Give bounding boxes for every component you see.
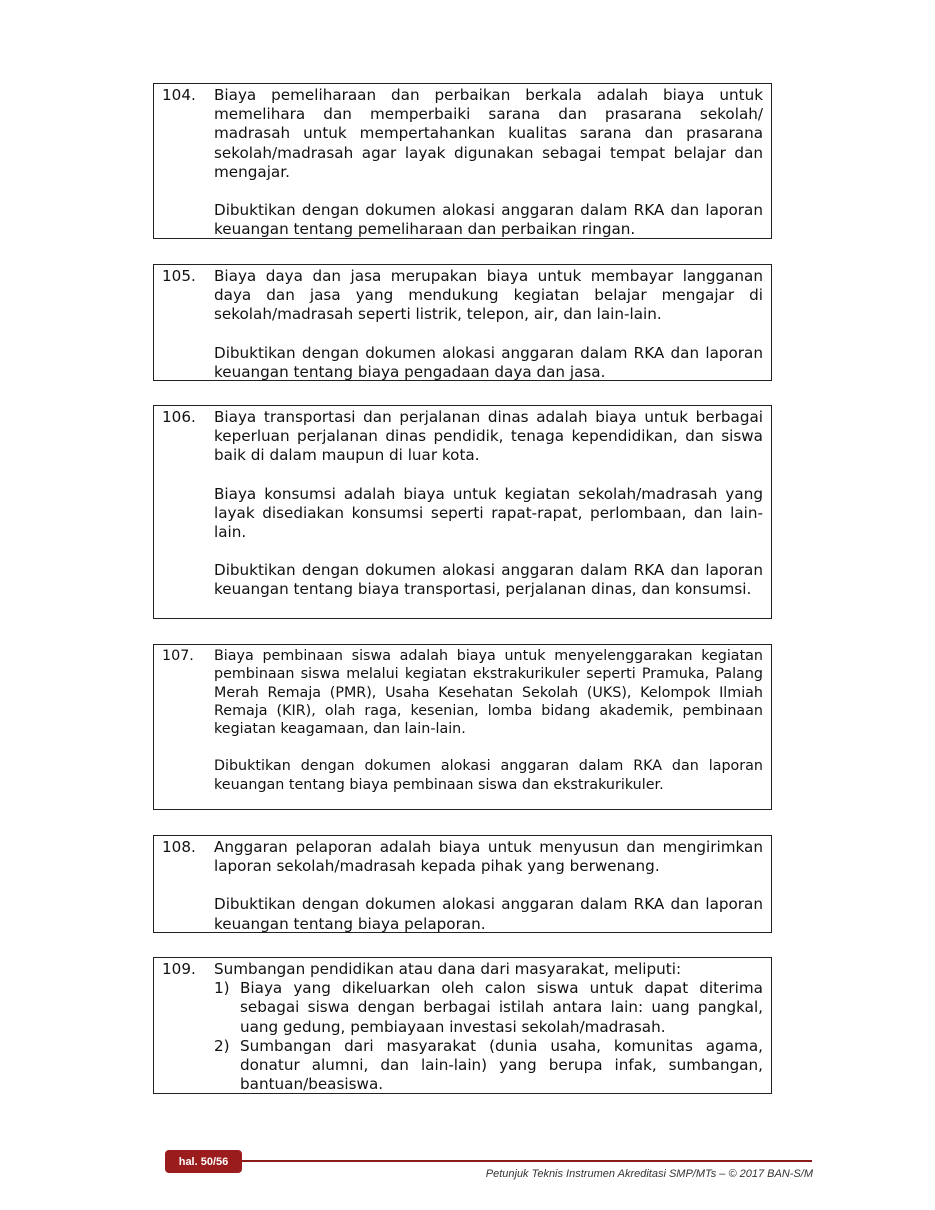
item-number: 105. (162, 267, 196, 285)
item-106-box (153, 405, 772, 619)
item-intro: Sumbangan pendidikan atau dana dari masyarakat, meliputi: (214, 960, 682, 978)
item-content (214, 267, 771, 382)
page-number-badge: hal. 50/56 (165, 1150, 242, 1173)
item-paragraph: Biaya pembinaan siswa adalah biaya untuk menyelenggarakan kegiatan pembinaan siswa melalui kegiatan ekstrakurikuler seperti Pramuka, Palang Merah Remaja (PMR), Usaha Kesehatan Sekolah (UKS), Kelompok Ilmiah Remaja (KIR), olah raga, kesenian, lomba bidang akademik, pembinaan kegiatan keagamaan, dan lain-lain. (214, 648, 763, 738)
item-number: 107. (162, 648, 194, 664)
item-paragraph: Biaya daya dan jasa merupakan biaya untuk membayar langganan daya dan jasa yang mendukung kegiatan belajar mengajar di sekolah/madrasah seperti listrik, telepon, air, dan lain-lain. (214, 267, 763, 324)
item-104-box (153, 83, 772, 239)
footer-document-title: Petunjuk Teknis Instrumen Akreditasi SMP/MTs – © 2017 BAN-S/M (485, 1168, 813, 1180)
item-109-box (153, 957, 772, 1094)
item-evidence-paragraph: Dibuktikan dengan dokumen alokasi anggaran dalam RKA dan laporan keuangan tentang biaya pengadaan daya dan jasa. (214, 343, 763, 381)
item-evidence-paragraph: Dibuktikan dengan dokumen alokasi anggaran dalam RKA dan laporan keuangan tentang pemeliharaan dan perbaikan ringan. (214, 201, 763, 239)
item-content (214, 838, 771, 934)
item-number: 109. (162, 960, 196, 978)
item-number: 108. (162, 838, 196, 856)
list-item-text: Biaya yang dikeluarkan oleh calon siswa untuk dapat diterima sebagai siswa dengan berbagai istilah antara lain: uang pangkal, uang gedung, pembiayaan investasi sekolah/madrasah. (240, 979, 763, 1036)
item-108-box (153, 835, 772, 933)
item-evidence-paragraph: Dibuktikan dengan dokumen alokasi anggaran dalam RKA dan laporan keuangan tentang biaya pelaporan. (214, 895, 763, 933)
list-item-marker: 1) (214, 979, 230, 998)
list-item (214, 1037, 763, 1095)
list-item (214, 979, 763, 1037)
item-sublist (214, 979, 763, 1094)
list-item-marker: 2) (214, 1036, 230, 1055)
footer-divider (238, 1160, 812, 1162)
item-content (214, 408, 771, 600)
item-number: 106. (162, 408, 196, 426)
item-evidence-paragraph: Dibuktikan dengan dokumen alokasi anggaran dalam RKA dan laporan keuangan tentang biaya pembinaan siswa dan ekstrakurikuler. (214, 758, 763, 793)
item-content (214, 86, 771, 239)
item-content (214, 647, 771, 794)
list-item-text: Sumbangan dari masyarakat (dunia usaha, komunitas agama, donatur alumni, dan lain-lain) yang berupa infak, sumbangan, bantuan/beasiswa. (240, 1036, 763, 1094)
item-paragraph: Biaya pemeliharaan dan perbaikan berkala adalah biaya untuk memelihara dan memperbaiki sarana dan prasarana sekolah/ madrasah untuk mempertahankan kualitas sarana dan prasarana sekolah/madrasah agar layak digunakan sebagai tempat belajar dan mengajar. (214, 86, 763, 181)
item-107-box (153, 644, 772, 810)
item-evidence-paragraph: Dibuktikan dengan dokumen alokasi anggaran dalam RKA dan laporan keuangan tentang biaya transportasi, perjalanan dinas, dan konsumsi. (214, 561, 763, 599)
item-paragraph: Biaya konsumsi adalah biaya untuk kegiatan sekolah/madrasah yang layak disediakan konsumsi seperti rapat-rapat, perlombaan, dan lain-lain. (214, 484, 763, 542)
item-105-box (153, 264, 772, 381)
item-number: 104. (162, 86, 196, 104)
item-paragraph: Anggaran pelaporan adalah biaya untuk menyusun dan mengirimkan laporan sekolah/madrasah kepada pihak yang berwenang. (214, 838, 763, 876)
item-content (214, 960, 771, 1094)
item-paragraph: Biaya transportasi dan perjalanan dinas adalah biaya untuk berbagai keperluan perjalanan dinas pendidik, tenaga kependidikan, dan siswa baik di dalam maupun di luar kota. (214, 408, 763, 465)
